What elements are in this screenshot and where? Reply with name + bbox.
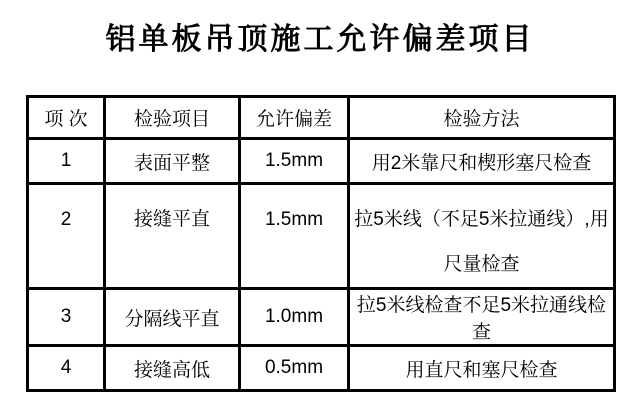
header-method: 检验方法 <box>349 97 615 139</box>
cell-deviation: 1.5mm <box>240 139 349 184</box>
cell-method: 拉5米线检查不足5米拉通线检查 <box>349 289 615 346</box>
cell-method: 用2米靠尺和楔形塞尺检查 <box>349 139 615 184</box>
table-row <box>28 289 615 346</box>
cell-item: 表面平整 <box>105 139 240 184</box>
page-title: 铝单板吊顶施工允许偏差项目 <box>105 23 535 56</box>
header-check-item: 检验项目 <box>105 97 240 139</box>
cell-item: 接缝平直 <box>105 184 240 289</box>
cell-item: 接缝高低 <box>105 346 240 391</box>
cell-deviation: 1.5mm <box>240 184 349 289</box>
cell-method: 用直尺和塞尺检查 <box>349 346 615 391</box>
cell-no: 1 <box>28 139 105 184</box>
cell-no: 4 <box>28 346 105 391</box>
cell-item: 分隔线平直 <box>105 289 240 346</box>
cell-deviation: 1.0mm <box>240 289 349 346</box>
header-item-no: 项 次 <box>28 97 105 139</box>
cell-method: 拉5米线（不足5米拉通线）,用尺量检查 <box>349 184 615 289</box>
table-row <box>28 139 615 184</box>
table-header-row <box>28 97 615 139</box>
deviation-table <box>26 95 616 392</box>
table-row <box>28 184 615 289</box>
header-deviation: 允许偏差 <box>240 97 349 139</box>
table-row <box>28 346 615 391</box>
cell-deviation: 0.5mm <box>240 346 349 391</box>
cell-no: 2 <box>28 184 105 289</box>
cell-no: 3 <box>28 289 105 346</box>
